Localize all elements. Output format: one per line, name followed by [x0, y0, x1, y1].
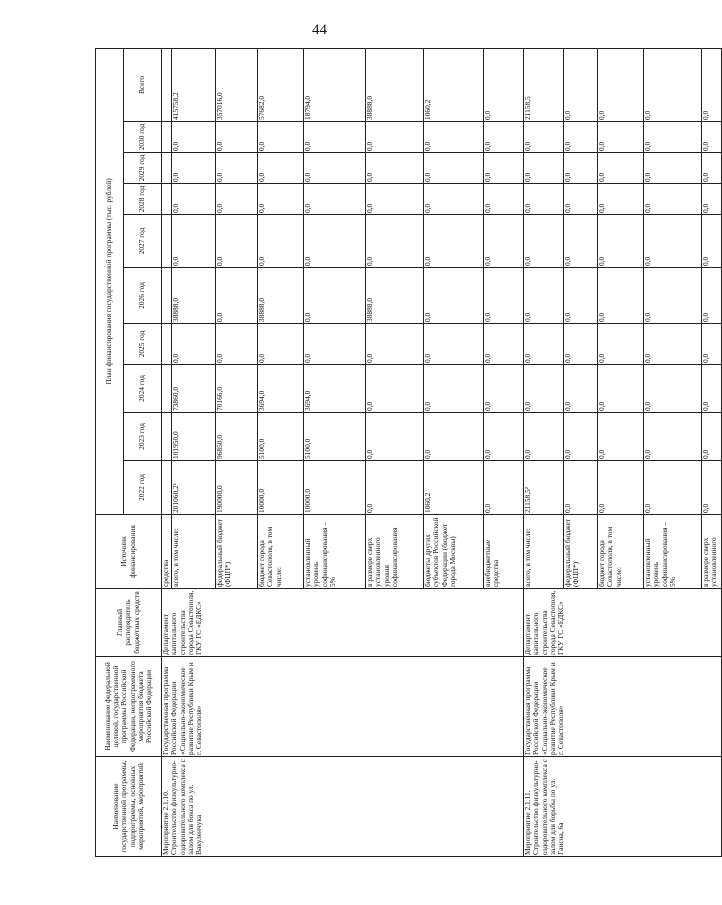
value-cell: 57682,0: [258, 48, 304, 121]
value-cell: 0,0: [172, 215, 216, 268]
value-cell: 0,0: [702, 324, 722, 365]
value-cell: 0,0: [366, 413, 424, 461]
financing-table: [95, 48, 722, 857]
funding-source: федеральный бюджет (ФЦП*): [564, 515, 598, 589]
value-cell: 0,0: [702, 153, 722, 184]
value-cell: 0,0: [172, 153, 216, 184]
funding-source: установленный уровень софинансирования – 5%: [304, 515, 366, 589]
value-cell: [162, 461, 172, 515]
value-cell: 0,0: [598, 413, 644, 461]
value-cell: 0,0: [424, 153, 484, 184]
value-cell: 3694,0: [304, 365, 366, 413]
value-cell: 0,0: [524, 215, 564, 268]
value-cell: 0,0: [524, 365, 564, 413]
value-cell: 0,0: [216, 324, 258, 365]
value-cell: 0,0: [564, 215, 598, 268]
value-cell: 101950,0: [172, 413, 216, 461]
value-cell: 0,0: [424, 184, 484, 215]
value-cell: 0,0: [484, 324, 524, 365]
value-cell: 18794,0: [304, 48, 366, 121]
rotated-table-viewport: [95, 49, 719, 857]
value-cell: 38888,0: [258, 268, 304, 324]
federal-program: Государственная программа Российской Федерации «Социально-экономическое развитие Республики Крым и г. Севастополя»: [162, 657, 524, 757]
header-plan: План финансирования государственной программы (тыс. рублей): [96, 48, 124, 514]
value-cell: 0,0: [564, 268, 598, 324]
value-cell: 0,0: [424, 365, 484, 413]
value-cell: 0,0: [564, 365, 598, 413]
value-cell: 0,0: [216, 268, 258, 324]
value-cell: 0,0: [644, 365, 702, 413]
value-cell: 0,0: [484, 268, 524, 324]
measure-name: Мероприятие 2.1.10. Строительство физкультурно-оздоровительного комплекса с залом для бокса по ул. Вакуленчука: [162, 757, 524, 857]
header-year: 2026 год: [124, 268, 162, 324]
page-number: 44: [312, 22, 327, 38]
value-cell: 0,0: [424, 215, 484, 268]
value-cell: 1060,2: [424, 48, 484, 121]
value-cell: 10000,0: [304, 461, 366, 515]
value-cell: 0,0: [644, 184, 702, 215]
value-cell: 5100,0: [258, 413, 304, 461]
value-cell: 0,0: [216, 122, 258, 153]
value-cell: 357016,0: [216, 48, 258, 121]
value-cell: 0,0: [564, 413, 598, 461]
value-cell: 0,0: [304, 184, 366, 215]
value-cell: 0,0: [304, 215, 366, 268]
value-cell: 0,0: [564, 153, 598, 184]
value-cell: 0,0: [524, 122, 564, 153]
value-cell: 0,0: [644, 215, 702, 268]
value-cell: 0,0: [598, 324, 644, 365]
table-row: [162, 48, 172, 856]
value-cell: 0,0: [484, 48, 524, 121]
value-cell: 0,0: [304, 324, 366, 365]
value-cell: 0,0: [644, 268, 702, 324]
value-cell: 21158,5: [524, 48, 564, 121]
header-year: Всего: [124, 48, 162, 121]
funding-source: в размере сверх установленного: [702, 515, 722, 589]
value-cell: 0,0: [598, 268, 644, 324]
value-cell: 0,0: [258, 215, 304, 268]
value-cell: 0,0: [644, 48, 702, 121]
value-cell: 0,0: [598, 48, 644, 121]
value-cell: [162, 48, 172, 121]
value-cell: 0,0: [366, 153, 424, 184]
value-cell: 0,0: [216, 153, 258, 184]
value-cell: 0,0: [172, 184, 216, 215]
header-year: 2028 год: [124, 184, 162, 215]
value-cell: 0,0: [484, 153, 524, 184]
funding-source: всего, в том числе:: [172, 515, 216, 589]
value-cell: 0,0: [644, 122, 702, 153]
value-cell: 0,0: [172, 324, 216, 365]
value-cell: [162, 153, 172, 184]
value-cell: 0,0: [702, 461, 722, 515]
value-cell: 0,0: [598, 184, 644, 215]
value-cell: [162, 324, 172, 365]
value-cell: 0,0: [172, 122, 216, 153]
value-cell: 0,0: [702, 268, 722, 324]
value-cell: 0,0: [564, 324, 598, 365]
value-cell: 0,0: [484, 184, 524, 215]
header-year: 2023 год: [124, 413, 162, 461]
rotated-table-container: [95, 49, 719, 857]
value-cell: 0,0: [644, 413, 702, 461]
value-cell: 0,0: [644, 324, 702, 365]
budget-administrator: Департамент капитального строительства города Севастополя, ГКУ ГС «ЕДКС»: [162, 589, 524, 657]
value-cell: [162, 413, 172, 461]
value-cell: 190000,0: [216, 461, 258, 515]
value-cell: 3694,0: [258, 365, 304, 413]
value-cell: 0,0: [216, 184, 258, 215]
value-cell: 0,0: [598, 365, 644, 413]
value-cell: 0,0: [366, 122, 424, 153]
value-cell: 0,0: [702, 365, 722, 413]
value-cell: 0,0: [598, 122, 644, 153]
value-cell: 0,0: [524, 153, 564, 184]
value-cell: 21158,5²: [524, 461, 564, 515]
header-year: 2025 год: [124, 324, 162, 365]
value-cell: 0,0: [484, 461, 524, 515]
value-cell: 0,0: [366, 215, 424, 268]
header-year: 2030 год: [124, 122, 162, 153]
value-cell: 0,0: [524, 268, 564, 324]
value-cell: 1060,2: [424, 461, 484, 515]
value-cell: 0,0: [484, 365, 524, 413]
value-cell: 0,0: [366, 324, 424, 365]
header-year: 2027 год: [124, 215, 162, 268]
value-cell: 70166,0: [216, 365, 258, 413]
value-cell: 0,0: [258, 122, 304, 153]
value-cell: 0,0: [644, 153, 702, 184]
header-admin: Главный распорядитель бюджетных средств: [96, 589, 162, 657]
value-cell: 0,0: [524, 184, 564, 215]
funding-source: в размере сверх установленного уровня софинансирования: [366, 515, 424, 589]
value-cell: 0,0: [484, 413, 524, 461]
funding-source: внебюджетные средства: [484, 515, 524, 589]
value-cell: [162, 365, 172, 413]
value-cell: [162, 184, 172, 215]
header-name: Наименование государственной программы, подпрограммы, основных мероприятий, мероприятий: [96, 757, 162, 857]
value-cell: 0,0: [564, 122, 598, 153]
value-cell: 0,0: [598, 153, 644, 184]
value-cell: 0,0: [644, 461, 702, 515]
value-cell: 0,0: [216, 215, 258, 268]
value-cell: 0,0: [524, 413, 564, 461]
funding-source: федеральный бюджет (ФЦП*): [216, 515, 258, 589]
funding-source: бюджеты других субъектов Российской Федерации (бюджет города Москвы): [424, 515, 484, 589]
value-cell: 0,0: [702, 122, 722, 153]
value-cell: [162, 215, 172, 268]
value-cell: 0,0: [702, 48, 722, 121]
value-cell: 0,0: [304, 268, 366, 324]
measure-name: Мероприятие 2.1.11. Строительство физкультурно-оздоровительного комплекса с залом для борьбы по ул. Гаисна, 6а: [524, 757, 722, 857]
value-cell: 0,0: [424, 324, 484, 365]
funding-source: бюджет города Севастополя, в том числе:: [258, 515, 304, 589]
value-cell: 0,0: [258, 324, 304, 365]
value-cell: 0,0: [258, 153, 304, 184]
value-cell: 0,0: [424, 413, 484, 461]
value-cell: 201060,2¹: [172, 461, 216, 515]
value-cell: 0,0: [366, 461, 424, 515]
value-cell: 0,0: [598, 461, 644, 515]
value-cell: 0,0: [702, 413, 722, 461]
value-cell: 73860,0: [172, 365, 216, 413]
value-cell: 0,0: [702, 215, 722, 268]
value-cell: 0,0: [564, 461, 598, 515]
federal-program: Государственная программа Российской Федерации «Социально-экономическое развитие Республики Крым и г. Севастополя»: [524, 657, 722, 757]
value-cell: [162, 122, 172, 153]
header-year: 2024 год: [124, 365, 162, 413]
header-source: Источник финансирования: [96, 515, 162, 589]
value-cell: 0,0: [304, 153, 366, 184]
value-cell: 38888,0: [366, 48, 424, 121]
budget-administrator: Департамент капитального строительства города Севастополя, ГКУ ГС «ЕДКС»: [524, 589, 722, 657]
header-year: 2029 год: [124, 153, 162, 184]
value-cell: 0,0: [598, 215, 644, 268]
value-cell: 0,0: [524, 324, 564, 365]
value-cell: 0,0: [258, 184, 304, 215]
header-fed-program: Наименование федеральной целевой, государственной программы Российской Федерации, непрограммного мероприятия бюджета Российской Федерации: [96, 657, 162, 757]
value-cell: 5100,0: [304, 413, 366, 461]
value-cell: 0,0: [424, 268, 484, 324]
value-cell: 0,0: [484, 215, 524, 268]
value-cell: 96850,0: [216, 413, 258, 461]
value-cell: 0,0: [702, 184, 722, 215]
value-cell: 0,0: [424, 122, 484, 153]
value-cell: [162, 268, 172, 324]
funding-source: всего, в том числе:: [524, 515, 564, 589]
funding-source: бюджет города Севастополя, в том числе:: [598, 515, 644, 589]
value-cell: 0,0: [564, 48, 598, 121]
header-year: 2022 год: [124, 461, 162, 515]
funding-source: установленный уровень софинансирования – 5%: [644, 515, 702, 589]
funding-source: средства: [162, 515, 172, 589]
value-cell: 10000,0: [258, 461, 304, 515]
value-cell: 0,0: [366, 365, 424, 413]
value-cell: 0,0: [564, 184, 598, 215]
value-cell: 415758,2: [172, 48, 216, 121]
value-cell: 0,0: [304, 122, 366, 153]
value-cell: 38888,0: [172, 268, 216, 324]
value-cell: 38888,0: [366, 268, 424, 324]
value-cell: 0,0: [366, 184, 424, 215]
value-cell: 0,0: [484, 122, 524, 153]
table-row: [524, 48, 564, 856]
